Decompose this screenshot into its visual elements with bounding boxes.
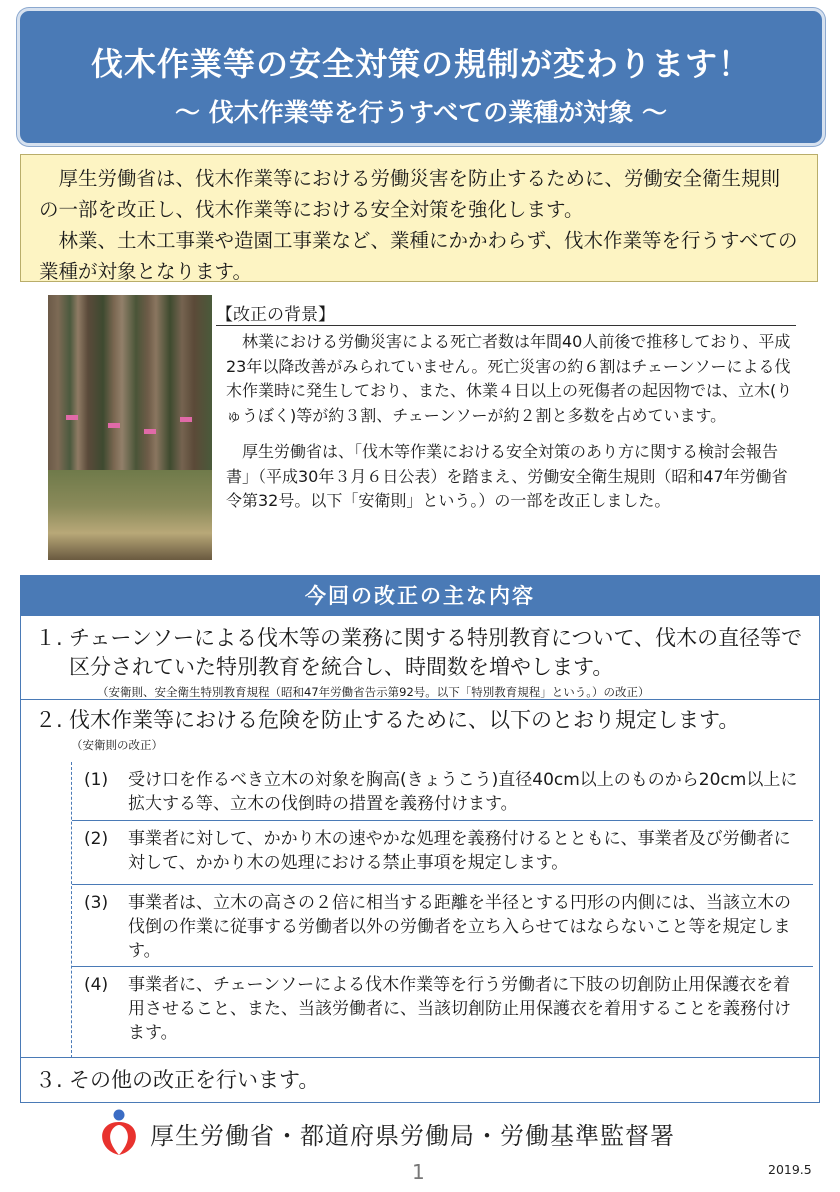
subitem-number: (2) xyxy=(84,829,109,849)
subitem xyxy=(72,762,813,820)
item-text: その他の改正を行います。 xyxy=(69,1068,320,1092)
content-item-2 xyxy=(21,700,819,1058)
subitem-number: (1) xyxy=(84,770,109,790)
title-banner xyxy=(17,8,825,146)
forest-photo xyxy=(48,295,212,560)
intro-box xyxy=(20,154,818,282)
page-number: 1 xyxy=(412,1160,425,1184)
mhlw-logo-icon xyxy=(96,1108,142,1156)
subitem-text: 事業者に対して、かかり木の速やかな処理を義務付けるとともに、事業者及び労働者に対して、かかり木の処理における禁止事項を規定します。 xyxy=(128,829,791,873)
item-text: 伐木作業等における危険を防止するために、以下のとおり規定します。 xyxy=(69,708,740,732)
subitem-text: 事業者に、チェーンソーによる伐木作業等を行う労働者に下肢の切創防止用保護衣を着用させること、また、当該労働者に、当該切創防止用保護衣を着用することを義務付けます。 xyxy=(128,975,791,1043)
item-note: （安衛則の改正） xyxy=(71,738,163,752)
footer-organization: 厚生労働省・都道府県労働局・労働基準監督署 xyxy=(150,1122,675,1150)
page-subtitle: ～ 伐木作業等を行うすべての業種が対象 ～ xyxy=(175,98,667,127)
photo-tape xyxy=(180,417,192,422)
subitem xyxy=(72,966,813,1048)
content-item-3 xyxy=(21,1058,819,1104)
page-title: 伐木作業等の安全対策の規制が変わります！ xyxy=(90,45,751,83)
photo-tape xyxy=(108,423,120,428)
background-text xyxy=(226,330,798,514)
content-heading: 今回の改正の主な内容 xyxy=(21,576,819,616)
photo-tape xyxy=(144,429,156,434)
publish-date: 2019.5 xyxy=(768,1162,812,1177)
background-paragraph: 厚生労働省は、「伐木等作業における安全対策のあり方に関する検討会報告書」（平成30年３月６日公表）を踏まえ、労働安全衛生規則（昭和47年労働省令第32号。以下「安衛則」という。）の一部を改正しました。 xyxy=(226,442,788,510)
subitem-text: 受け口を作るべき立木の対象を胸高(きょうこう)直径40cm以上のものから20cm以上に拡大する等、立木の伐倒時の措置を義務付けます。 xyxy=(128,770,798,814)
item-number: ３. xyxy=(35,1068,63,1092)
item-text: チェーンソーによる伐木等の業務に関する特別教育について、伐木の直径等で区分されていた特別教育を統合し、時間数を増やします。 xyxy=(69,626,803,679)
subitem-text: 事業者は、立木の高さの２倍に相当する距離を半径とする円形の内側には、当該立木の伐倒の作業に従事する労働者以外の労働者を立ち入らせてはならないこと等を規定します。 xyxy=(128,893,791,961)
content-item-1 xyxy=(21,616,819,700)
background-heading: 【改正の背景】 xyxy=(216,298,796,326)
item-number: ２. xyxy=(35,708,63,732)
intro-paragraph: 厚生労働省は、伐木作業等における労働災害を防止するために、労働安全衛生規則の一部を改正し、伐木作業等における安全対策を強化します。 xyxy=(39,167,781,221)
subitem xyxy=(72,820,813,884)
item-number: １. xyxy=(35,626,63,650)
subitem-number: (4) xyxy=(84,975,109,995)
background-paragraph: 林業における労働災害による死亡者数は年間40人前後で推移しており、平成23年以降改善がみられていません。死亡災害の約６割はチェーンソーによる伐木作業時に発生しており、また、休業４日以上の死傷者の起因物では、立木(りゅうぼく)等が約３割、チェーンソーが約２割と多数を占めています。 xyxy=(226,332,793,425)
subitem-list xyxy=(71,762,813,1058)
photo-ground xyxy=(48,470,212,560)
item-note: （安衛則、安全衛生特別教育規程（昭和47年労働省告示第92号。以下「特別教育規程」という。）の改正） xyxy=(97,685,650,699)
subitem-number: (3) xyxy=(84,893,109,913)
main-content-box xyxy=(20,575,820,1103)
intro-paragraph: 林業、土木工事業や造園工事業など、業種にかかわらず、伐木作業等を行うすべての業種が対象となります。 xyxy=(39,229,798,283)
subitem xyxy=(72,884,813,966)
photo-tape xyxy=(66,415,78,420)
